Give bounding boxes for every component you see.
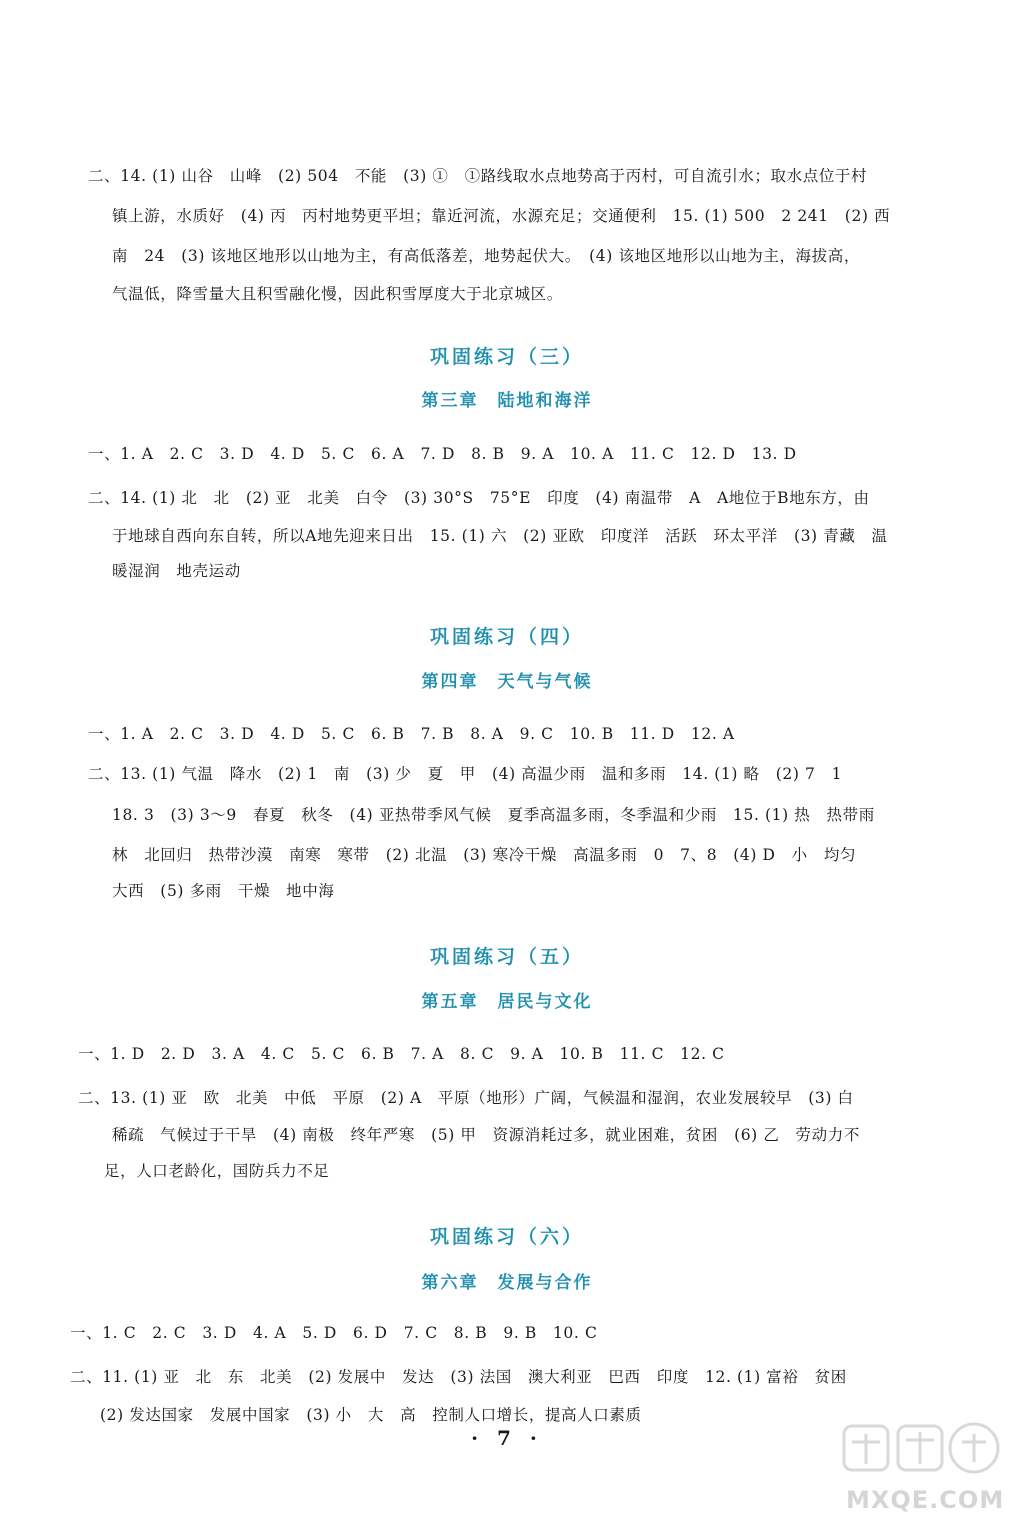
answer-line: 一、1. A 2. C 3. D 4. D 5. C 6. A 7. D 8. B 9. A 10. A 11. C 12. D 13. D bbox=[88, 445, 797, 463]
answer-line: 二、14. (1) 山谷 山峰 (2) 504 不能 (3) ① ①路线取水点地势高于丙村，可自流引水；取水点位于村 bbox=[88, 167, 868, 185]
chapter-title: 第三章 陆地和海洋 bbox=[421, 391, 593, 411]
chapter-title: 第五章 居民与文化 bbox=[421, 992, 593, 1012]
answer-line: (2) 发达国家 发展中国家 (3) 小 大 高 控制人口增长，提高人口素质 bbox=[100, 1406, 642, 1424]
page-number: · 7 · bbox=[471, 1426, 543, 1450]
answer-line: 二、14. (1) 北 北 (2) 亚 北美 白令 (3) 30°S 75°E 印度 (4) 南温带 A A地位于B地东方，由 bbox=[88, 489, 870, 507]
exercise-title: 巩固练习（五） bbox=[429, 946, 584, 968]
answer-line: 林 北回归 热带沙漠 南寒 寒带 (2) 北温 (3) 寒冷干燥 高温多雨 0 7、8 (4) D 小 均匀 bbox=[112, 846, 857, 864]
answer-line: 一、1. A 2. C 3. D 4. D 5. C 6. B 7. B 8. A 9. C 10. B 11. D 12. A bbox=[88, 725, 735, 743]
answer-line: 二、13. (1) 气温 降水 (2) 1 南 (3) 少 夏 甲 (4) 高温少雨 温和多雨 14. (1) 略 (2) 7 1 bbox=[88, 765, 843, 783]
answer-line: 镇上游，水质好 (4) 丙 丙村地势更平坦；靠近河流，水源充足；交通便利 15. (1) 500 2 241 (2) 西 bbox=[112, 207, 891, 225]
exercise-title: 巩固练习（六） bbox=[429, 1226, 584, 1248]
chapter-title: 第四章 天气与气候 bbox=[421, 672, 593, 692]
answer-line: 暖湿润 地壳运动 bbox=[112, 562, 241, 580]
answer-line: 二、13. (1) 亚 欧 北美 中低 平原 (2) A 平原（地形）广阔，气候温和湿润，农业发展较早 (3) 白 bbox=[78, 1089, 854, 1107]
answer-line: 稀疏 气候过于干旱 (4) 南极 终年严寒 (5) 甲 资源消耗过多，就业困难，贫困 (6) 乙 劳动力不 bbox=[112, 1126, 860, 1144]
exercise-title: 巩固练习（三） bbox=[429, 346, 584, 368]
answer-line: 一、1. D 2. D 3. A 4. C 5. C 6. B 7. A 8. C 9. A 10. B 11. C 12. C bbox=[78, 1045, 725, 1063]
answer-line: 足，人口老龄化，国防兵力不足 bbox=[104, 1162, 330, 1180]
answer-line: 一、1. C 2. C 3. D 4. A 5. D 6. D 7. C 8. B 9. B 10. C bbox=[70, 1324, 598, 1342]
svg-text:MXQE.COM: MXQE.COM bbox=[846, 1486, 1005, 1514]
answer-line: 大西 (5) 多雨 干燥 地中海 bbox=[112, 882, 335, 900]
answer-line: 气温低，降雪量大且积雪融化慢，因此积雪厚度大于北京城区。 bbox=[112, 285, 563, 303]
chapter-title: 第六章 发展与合作 bbox=[421, 1273, 593, 1293]
answer-line: 于地球自西向东自转，所以A地先迎来日出 15. (1) 六 (2) 亚欧 印度洋 活跃 环太平洋 (3) 青藏 温 bbox=[112, 527, 888, 545]
exercise-title: 巩固练习（四） bbox=[429, 626, 584, 648]
answer-line: 18. 3 (3) 3～9 春夏 秋冬 (4) 亚热带季风气候 夏季高温多雨，冬季温和少雨 15. (1) 热 热带雨 bbox=[112, 806, 875, 824]
watermark-logo bbox=[838, 1412, 1008, 1530]
answer-line: 南 24 (3) 该地区地形以山地为主，有高低落差，地势起伏大。 (4) 该地区地形以山地为主，海拔高， bbox=[112, 247, 860, 265]
answer-line: 二、11. (1) 亚 北 东 北美 (2) 发展中 发达 (3) 法国 澳大利亚 巴西 印度 12. (1) 富裕 贫困 bbox=[70, 1368, 847, 1386]
watermark-logo-icon bbox=[838, 1412, 1008, 1530]
